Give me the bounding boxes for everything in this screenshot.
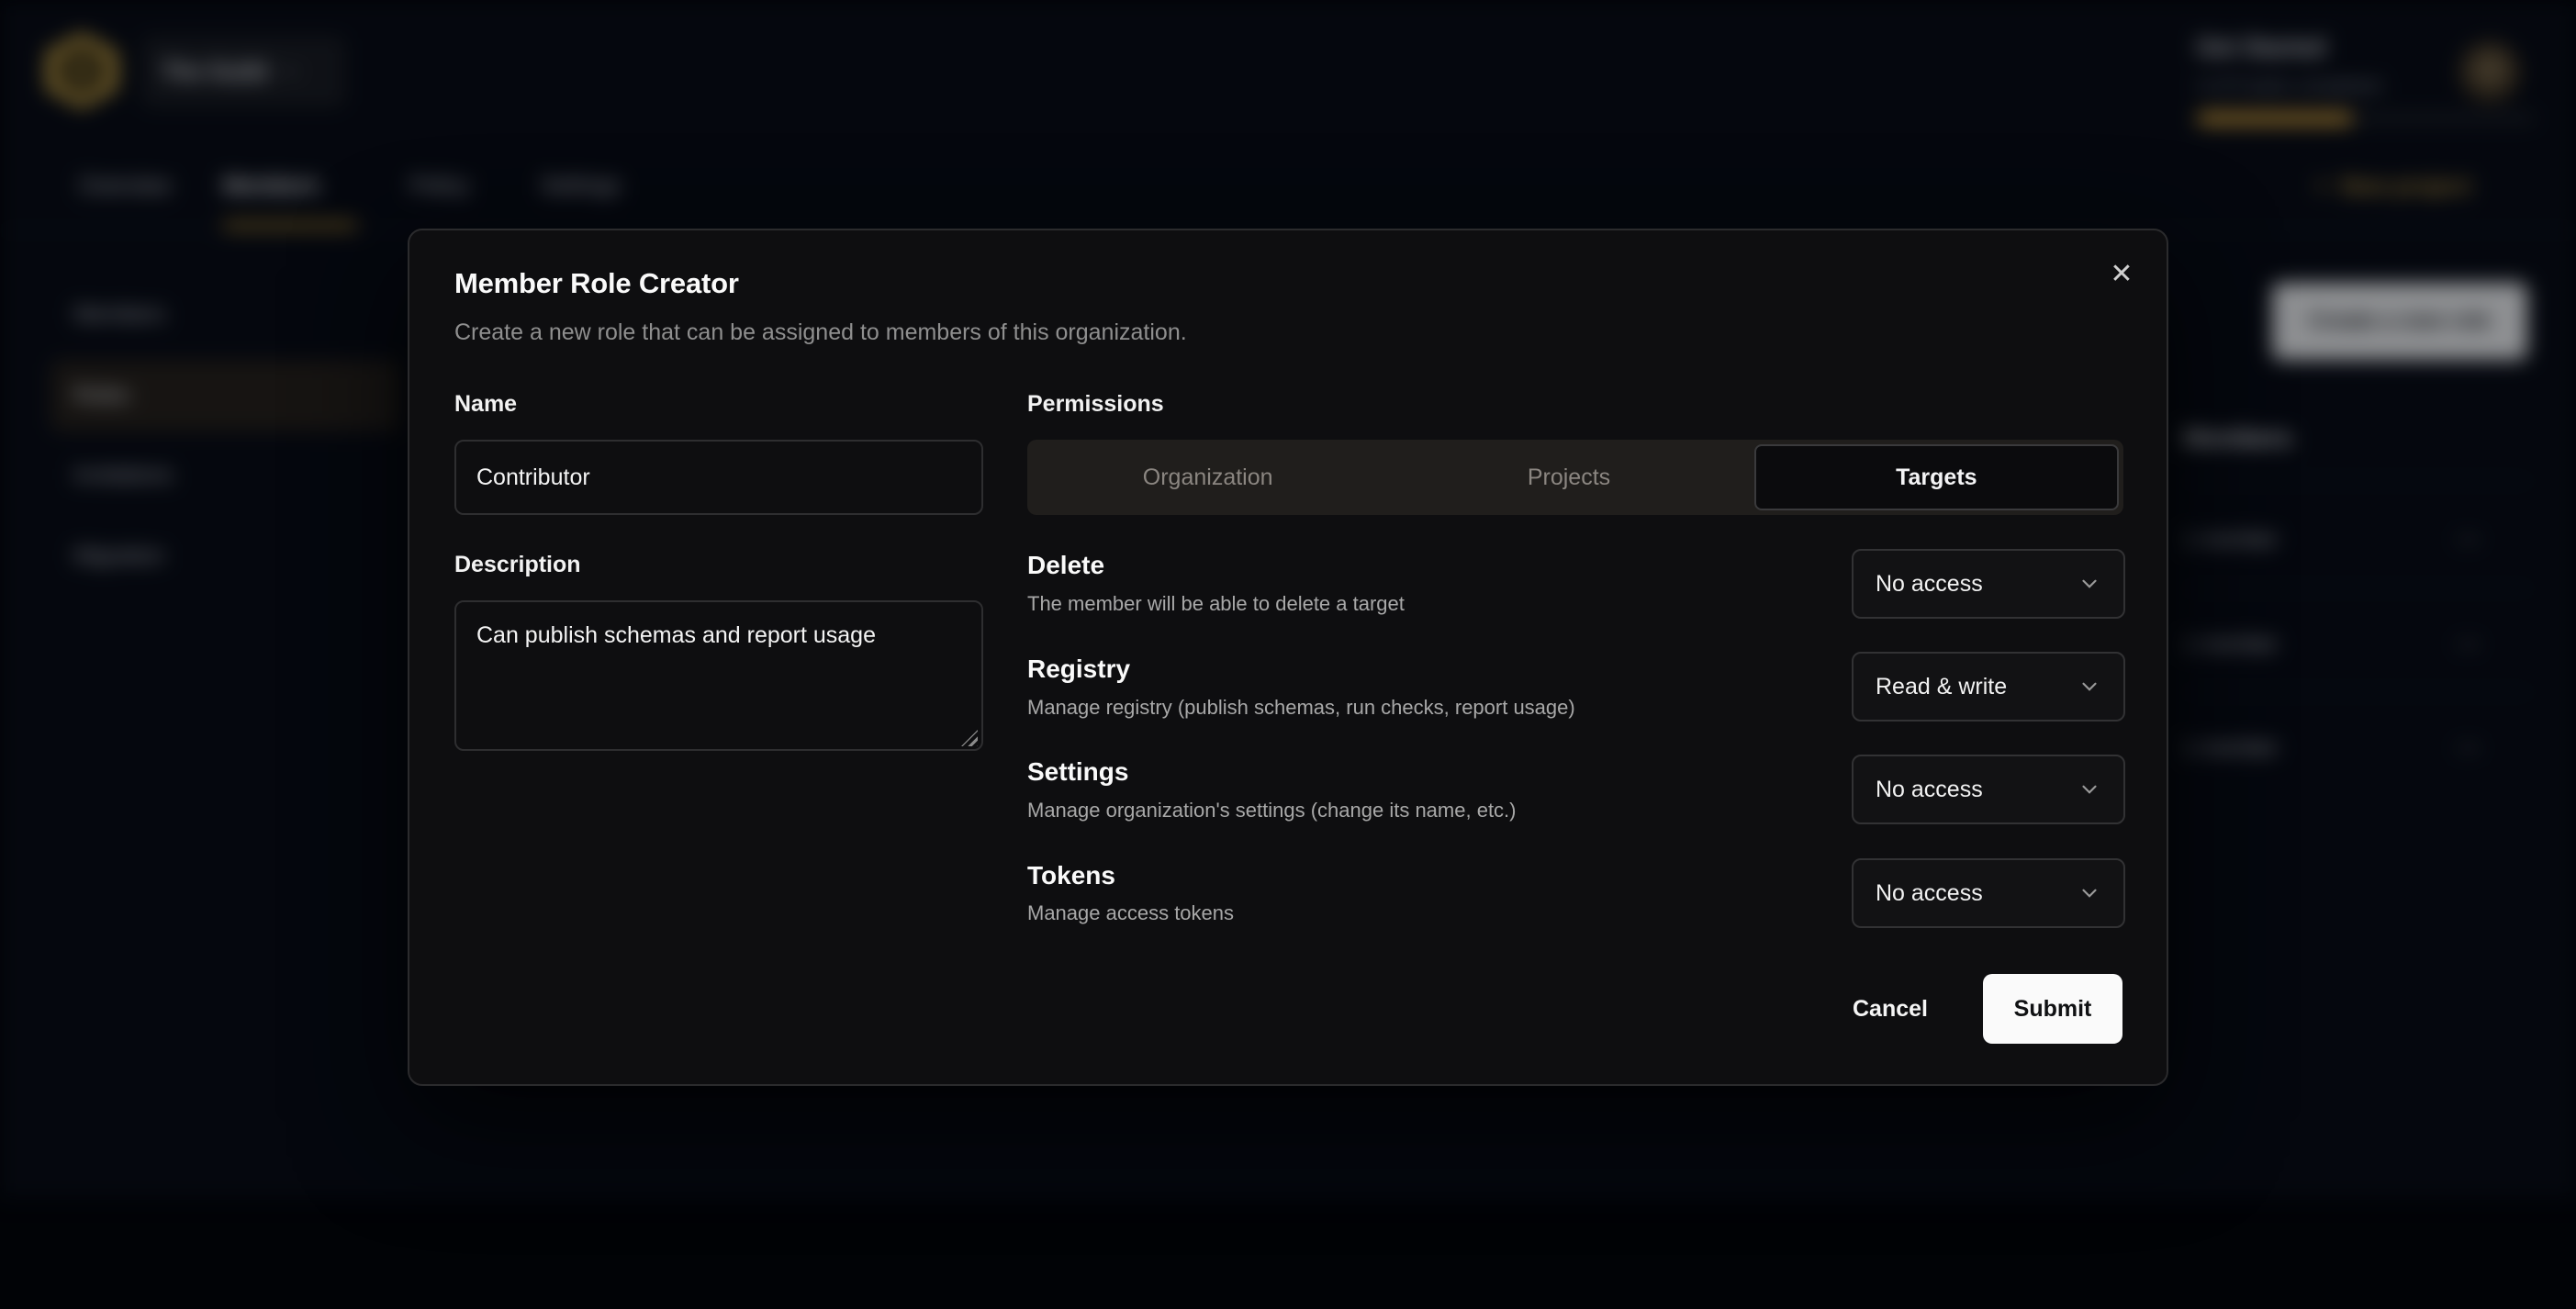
name-input[interactable] xyxy=(454,440,983,515)
perm-settings-value: No access xyxy=(1876,776,1983,802)
chevron-down-icon xyxy=(2078,675,2101,699)
description-label: Description xyxy=(454,552,581,577)
perm-tab-projects[interactable]: Projects xyxy=(1527,464,1611,490)
perm-delete-description: The member will be able to delete a target xyxy=(1027,592,1405,615)
perm-tab-targets[interactable]: Targets xyxy=(1754,444,2119,510)
member-row-menu[interactable]: ••• xyxy=(2458,532,2481,548)
modal-subtitle: Create a new role that can be assigned to members of this organization. xyxy=(454,319,1187,345)
tab-policy[interactable]: Policy xyxy=(410,173,470,198)
sidebar-item-invitations[interactable]: Invitations xyxy=(73,463,174,487)
member-row-label: 1 member xyxy=(2183,735,2279,759)
perm-settings-select[interactable] xyxy=(1852,755,2125,824)
perm-registry-select[interactable] xyxy=(1852,652,2125,722)
member-role-creator-modal xyxy=(408,229,2168,1086)
members-heading: Members xyxy=(2183,424,2292,452)
plus-icon: + xyxy=(2313,171,2330,201)
create-new-role-label: Create a new role xyxy=(2308,308,2492,333)
perm-delete-title: Delete xyxy=(1027,551,1105,579)
perm-registry-value: Read & write xyxy=(1876,673,2008,699)
perm-registry-title: Registry xyxy=(1027,654,1131,683)
close-icon[interactable]: ✕ xyxy=(2099,251,2145,296)
perm-tab-organization[interactable]: Organization xyxy=(1142,464,1273,490)
perm-tokens-description: Manage access tokens xyxy=(1027,901,1235,924)
sidebar-item-members[interactable]: Members xyxy=(73,302,166,327)
perm-tokens-title: Tokens xyxy=(1027,861,1115,889)
chevron-down-icon xyxy=(2078,778,2101,801)
description-textarea[interactable] xyxy=(454,600,983,751)
tab-members[interactable]: Members xyxy=(223,173,320,198)
cancel-button[interactable]: Cancel xyxy=(1831,976,1950,1042)
get-started-subtitle: 4 of 8 tasks completed xyxy=(2197,76,2381,96)
perm-settings-description: Manage organization's settings (change its name, etc.) xyxy=(1027,799,1517,822)
perm-tokens-value: No access xyxy=(1876,879,1983,906)
new-project-label: New project xyxy=(2340,173,2471,199)
member-row-menu[interactable]: ••• xyxy=(2458,637,2481,653)
name-label: Name xyxy=(454,391,518,417)
perm-tokens-select[interactable] xyxy=(1852,858,2125,928)
permissions-label: Permissions xyxy=(1027,391,1164,417)
perm-registry-description: Manage registry (publish schemas, run checks, report usage) xyxy=(1027,696,1575,719)
perm-delete-select[interactable] xyxy=(1852,549,2125,619)
member-row-label: 1 member xyxy=(2183,527,2279,551)
permissions-tab-group xyxy=(1027,440,2123,515)
tab-overview[interactable]: Overview xyxy=(79,173,172,198)
submit-button[interactable]: Submit xyxy=(1983,974,2122,1044)
tab-settings[interactable]: Settings xyxy=(541,173,621,198)
member-row-menu[interactable]: ••• xyxy=(2458,741,2481,756)
get-started-title: Get Started xyxy=(2197,33,2326,61)
sidebar-item-migration[interactable]: Migration xyxy=(73,543,164,568)
chevron-down-icon xyxy=(2078,572,2101,596)
sidebar-item-roles[interactable]: Roles xyxy=(73,383,130,408)
perm-delete-value: No access xyxy=(1876,570,1983,597)
org-selector-label: The Guild xyxy=(162,58,268,84)
perm-settings-title: Settings xyxy=(1027,757,1129,786)
member-row-label: 1 member xyxy=(2183,632,2279,655)
chevron-down-icon xyxy=(2078,881,2101,905)
modal-title: Member Role Creator xyxy=(454,267,739,299)
